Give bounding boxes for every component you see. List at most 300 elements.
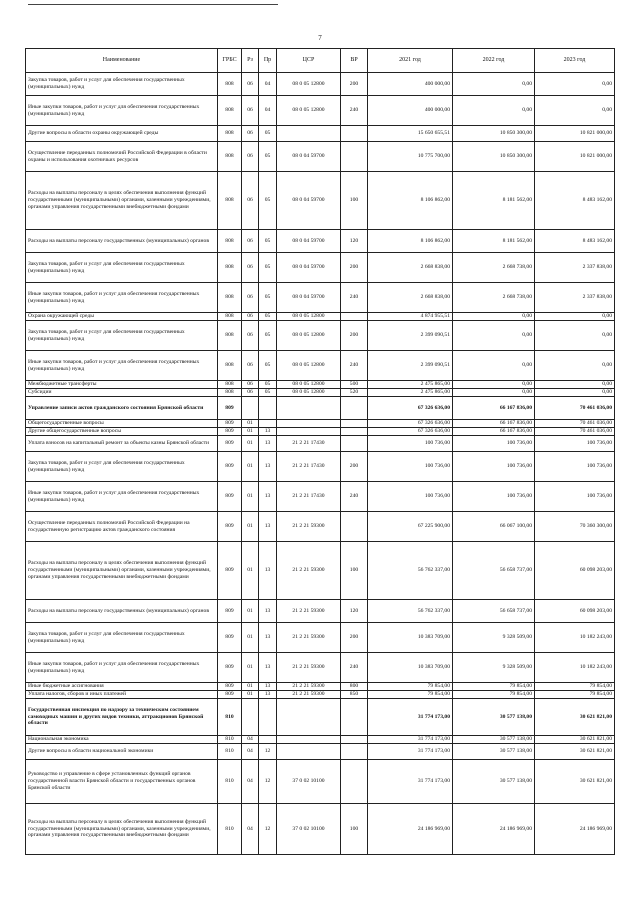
cell-grbs: 808 — [218, 172, 242, 230]
table-row — [26, 428, 615, 436]
cell-csr: 21 2 21 59300 — [277, 512, 341, 542]
cell-rz: 01 — [242, 482, 259, 512]
cell-name: Межбюджетные трансферты — [26, 381, 218, 389]
cell-name: Расходы на выплаты персоналу государственных (муниципальных) органов — [26, 600, 218, 623]
cell-name: Иные закупки товаров, работ и услуг для обеспечения государственных (муниципальных) нужд — [26, 96, 218, 126]
cell-csr: 37 0 02 10100 — [277, 804, 341, 855]
cell-grbs: 808 — [218, 230, 242, 253]
cell-grbs: 808 — [218, 283, 242, 313]
table-row — [26, 600, 615, 623]
cell-rz: 06 — [242, 313, 259, 321]
cell-2021: 2 399 090,51 — [368, 351, 453, 381]
header-year-2023: 2023 год — [535, 49, 615, 73]
cell-grbs: 809 — [218, 623, 242, 653]
cell-vr: 200 — [341, 253, 368, 283]
cell-vr — [341, 428, 368, 436]
cell-name: Закупка товаров, работ и услуг для обеспечения государственных (муниципальных) нужд — [26, 623, 218, 653]
cell-pr — [259, 420, 277, 428]
cell-grbs: 809 — [218, 512, 242, 542]
cell-csr: 21 2 21 17430 — [277, 482, 341, 512]
cell-2022: 0,00 — [453, 313, 535, 321]
cell-grbs: 808 — [218, 96, 242, 126]
table-row — [26, 683, 615, 691]
cell-rz: 01 — [242, 623, 259, 653]
cell-name: Иные бюджетные ассигнования — [26, 683, 218, 691]
table-row — [26, 126, 615, 142]
cell-vr — [341, 126, 368, 142]
cell-csr: 21 2 21 17430 — [277, 452, 341, 482]
cell-2021: 10 775 700,00 — [368, 142, 453, 172]
cell-rz: 04 — [242, 760, 259, 804]
cell-2021: 24 186 969,00 — [368, 804, 453, 855]
cell-2022: 8 181 562,00 — [453, 172, 535, 230]
cell-2021: 67 225 900,00 — [368, 512, 453, 542]
cell-grbs: 809 — [218, 420, 242, 428]
cell-name: Субсидии — [26, 389, 218, 397]
cell-grbs: 809 — [218, 691, 242, 699]
header-csr: ЦСР — [277, 49, 341, 73]
cell-grbs: 809 — [218, 600, 242, 623]
cell-2021: 31 774 173,00 — [368, 699, 453, 736]
cell-vr: 100 — [341, 804, 368, 855]
cell-2023: 79 854,00 — [535, 683, 615, 691]
cell-2022: 0,00 — [453, 351, 535, 381]
cell-2021: 15 650 655,51 — [368, 126, 453, 142]
cell-pr: 05 — [259, 389, 277, 397]
cell-2023: 8 483 162,00 — [535, 230, 615, 253]
cell-2022: 66 167 836,00 — [453, 420, 535, 428]
cell-pr: 13 — [259, 436, 277, 452]
cell-2021: 10 383 709,00 — [368, 653, 453, 683]
cell-csr: 08 0 05 12800 — [277, 313, 341, 321]
cell-2023: 30 621 821,00 — [535, 760, 615, 804]
cell-2022: 0,00 — [453, 321, 535, 351]
cell-2023: 70 461 036,00 — [535, 397, 615, 420]
cell-2023: 2 337 838,00 — [535, 283, 615, 313]
cell-pr: 13 — [259, 452, 277, 482]
cell-2021: 8 106 862,00 — [368, 172, 453, 230]
cell-2021: 31 774 173,00 — [368, 744, 453, 760]
cell-grbs: 810 — [218, 744, 242, 760]
cell-csr: 21 2 21 59300 — [277, 623, 341, 653]
cell-2022: 9 328 509,00 — [453, 623, 535, 653]
table-row — [26, 623, 615, 653]
cell-2021: 10 383 709,00 — [368, 623, 453, 653]
cell-vr — [341, 736, 368, 744]
cell-vr: 200 — [341, 73, 368, 96]
cell-2021: 100 736,00 — [368, 482, 453, 512]
cell-2021: 2 668 838,00 — [368, 253, 453, 283]
cell-rz: 01 — [242, 428, 259, 436]
cell-2022: 56 658 737,00 — [453, 542, 535, 600]
table-row — [26, 389, 615, 397]
cell-vr: 240 — [341, 351, 368, 381]
header-grbs: ГРБС — [218, 49, 242, 73]
cell-csr — [277, 420, 341, 428]
table-row — [26, 230, 615, 253]
cell-rz: 06 — [242, 321, 259, 351]
cell-grbs: 809 — [218, 542, 242, 600]
cell-pr — [259, 736, 277, 744]
cell-vr: 100 — [341, 172, 368, 230]
cell-rz: 01 — [242, 653, 259, 683]
cell-csr — [277, 428, 341, 436]
cell-2023: 100 736,00 — [535, 452, 615, 482]
table-row — [26, 172, 615, 230]
cell-2021: 2 399 090,51 — [368, 321, 453, 351]
cell-csr — [277, 126, 341, 142]
cell-2023: 60 098 203,00 — [535, 600, 615, 623]
cell-vr — [341, 760, 368, 804]
cell-rz: 06 — [242, 172, 259, 230]
cell-vr — [341, 699, 368, 736]
cell-name: Расходы на выплаты персоналу в целях обеспечения выполнения функций государственными (муниципальными) органами, казенными учреждениями, органами управления государственными внебюджетными фондами — [26, 172, 218, 230]
cell-name: Закупка товаров, работ и услуг для обеспечения государственных (муниципальных) нужд — [26, 73, 218, 96]
cell-pr: 12 — [259, 760, 277, 804]
table-row — [26, 351, 615, 381]
cell-2023: 0,00 — [535, 321, 615, 351]
cell-grbs: 808 — [218, 73, 242, 96]
cell-2023: 30 621 821,00 — [535, 736, 615, 744]
cell-grbs: 809 — [218, 683, 242, 691]
cell-rz: 06 — [242, 230, 259, 253]
cell-grbs: 809 — [218, 428, 242, 436]
cell-pr: 04 — [259, 96, 277, 126]
cell-2022: 24 186 969,00 — [453, 804, 535, 855]
cell-2021: 56 762 337,00 — [368, 600, 453, 623]
cell-name: Другие общегосударственные вопросы — [26, 428, 218, 436]
cell-name: Иные закупки товаров, работ и услуг для обеспечения государственных (муниципальных) нужд — [26, 653, 218, 683]
cell-2023: 100 736,00 — [535, 436, 615, 452]
cell-csr: 08 0 05 12800 — [277, 381, 341, 389]
cell-csr: 08 0 05 12800 — [277, 389, 341, 397]
cell-rz: 06 — [242, 126, 259, 142]
cell-grbs: 808 — [218, 381, 242, 389]
table-row — [26, 283, 615, 313]
cell-csr: 08 0 05 12800 — [277, 73, 341, 96]
cell-2022: 100 736,00 — [453, 482, 535, 512]
table-row — [26, 420, 615, 428]
cell-2021: 4 874 955,51 — [368, 313, 453, 321]
cell-pr: 12 — [259, 804, 277, 855]
cell-vr: 520 — [341, 389, 368, 397]
table-row — [26, 73, 615, 96]
table-row — [26, 804, 615, 855]
cell-csr: 08 0 04 59700 — [277, 230, 341, 253]
cell-vr: 200 — [341, 321, 368, 351]
cell-2023: 70 461 036,00 — [535, 420, 615, 428]
cell-2022: 0,00 — [453, 389, 535, 397]
cell-csr: 08 0 05 12800 — [277, 321, 341, 351]
page-number: 7 — [318, 34, 322, 42]
cell-2023: 70 360 300,00 — [535, 512, 615, 542]
cell-pr: 04 — [259, 73, 277, 96]
cell-2022: 30 577 138,00 — [453, 760, 535, 804]
cell-rz: 06 — [242, 351, 259, 381]
cell-2021: 56 762 337,00 — [368, 542, 453, 600]
cell-2023: 70 461 036,00 — [535, 428, 615, 436]
table-row — [26, 436, 615, 452]
cell-csr: 21 2 21 59300 — [277, 653, 341, 683]
cell-csr: 08 0 04 59700 — [277, 142, 341, 172]
cell-csr: 37 0 02 10100 — [277, 760, 341, 804]
cell-name: Расходы на выплаты персоналу в целях обеспечения выполнения функций государственными (муниципальными) органами, казенными учреждениями, органами управления государственными внебюджетными фондами — [26, 542, 218, 600]
cell-rz: 01 — [242, 452, 259, 482]
cell-2023: 8 483 162,00 — [535, 172, 615, 230]
cell-rz: 04 — [242, 744, 259, 760]
cell-2022: 0,00 — [453, 96, 535, 126]
table-row — [26, 699, 615, 736]
cell-vr: 240 — [341, 96, 368, 126]
cell-2023: 0,00 — [535, 381, 615, 389]
cell-2023: 30 621 821,00 — [535, 699, 615, 736]
cell-2022: 10 850 300,00 — [453, 142, 535, 172]
header-name: Наименование — [26, 49, 218, 73]
cell-grbs: 809 — [218, 452, 242, 482]
cell-2021: 31 774 173,00 — [368, 736, 453, 744]
cell-2021: 79 854,00 — [368, 683, 453, 691]
cell-pr: 13 — [259, 683, 277, 691]
table-row — [26, 313, 615, 321]
table-row — [26, 512, 615, 542]
cell-pr: 13 — [259, 542, 277, 600]
cell-grbs: 808 — [218, 253, 242, 283]
cell-2022: 9 328 509,00 — [453, 653, 535, 683]
cell-2022: 66 167 836,00 — [453, 397, 535, 420]
cell-2022: 66 067 100,00 — [453, 512, 535, 542]
cell-pr: 05 — [259, 172, 277, 230]
cell-grbs: 808 — [218, 126, 242, 142]
cell-pr: 13 — [259, 691, 277, 699]
cell-2022: 100 736,00 — [453, 436, 535, 452]
cell-grbs: 809 — [218, 436, 242, 452]
cell-2021: 2 475 865,00 — [368, 381, 453, 389]
cell-2021: 400 000,00 — [368, 96, 453, 126]
cell-vr: 100 — [341, 542, 368, 600]
cell-2023: 79 854,00 — [535, 691, 615, 699]
table-body — [26, 73, 615, 855]
cell-2022: 100 736,00 — [453, 452, 535, 482]
cell-vr: 200 — [341, 452, 368, 482]
cell-name: Другие вопросы в области охраны окружающей среды — [26, 126, 218, 142]
cell-pr — [259, 397, 277, 420]
cell-2023: 100 736,00 — [535, 482, 615, 512]
cell-rz: 01 — [242, 420, 259, 428]
cell-pr: 13 — [259, 482, 277, 512]
cell-grbs: 809 — [218, 397, 242, 420]
header-row — [26, 49, 615, 73]
cell-2022: 2 668 738,00 — [453, 253, 535, 283]
cell-2023: 24 186 969,00 — [535, 804, 615, 855]
cell-pr: 13 — [259, 653, 277, 683]
table-row — [26, 691, 615, 699]
cell-name: Осуществление переданных полномочий Российской Федерации на государственную регистрацию актов гражданского состояния — [26, 512, 218, 542]
cell-grbs: 810 — [218, 699, 242, 736]
cell-grbs: 809 — [218, 653, 242, 683]
cell-rz: 04 — [242, 804, 259, 855]
cell-name: Уплата налогов, сборов и иных платежей — [26, 691, 218, 699]
cell-csr: 08 0 04 59700 — [277, 283, 341, 313]
table-row — [26, 321, 615, 351]
cell-2023: 10 821 000,00 — [535, 126, 615, 142]
cell-grbs: 810 — [218, 760, 242, 804]
cell-pr: 13 — [259, 600, 277, 623]
cell-vr — [341, 512, 368, 542]
cell-rz — [242, 397, 259, 420]
cell-rz: 01 — [242, 436, 259, 452]
cell-name: Национальная экономика — [26, 736, 218, 744]
header-rz: Рз — [242, 49, 259, 73]
cell-rz: 01 — [242, 683, 259, 691]
cell-name: Иные закупки товаров, работ и услуг для обеспечения государственных (муниципальных) нужд — [26, 482, 218, 512]
cell-2022: 10 850 300,00 — [453, 126, 535, 142]
cell-rz: 06 — [242, 73, 259, 96]
cell-pr: 13 — [259, 623, 277, 653]
cell-2023: 10 821 000,00 — [535, 142, 615, 172]
cell-2021: 67 326 636,00 — [368, 420, 453, 428]
cell-2022: 30 577 138,00 — [453, 736, 535, 744]
cell-csr — [277, 744, 341, 760]
cell-csr: 08 0 05 12800 — [277, 96, 341, 126]
header-pr: Пр — [259, 49, 277, 73]
cell-grbs: 808 — [218, 321, 242, 351]
top-rule — [28, 4, 278, 5]
cell-rz: 06 — [242, 142, 259, 172]
cell-pr: 05 — [259, 142, 277, 172]
cell-csr: 21 2 21 59300 — [277, 683, 341, 691]
cell-rz: 01 — [242, 542, 259, 600]
table-row — [26, 482, 615, 512]
cell-name: Охрана окружающей среды — [26, 313, 218, 321]
cell-grbs: 808 — [218, 351, 242, 381]
cell-vr — [341, 142, 368, 172]
cell-grbs: 808 — [218, 313, 242, 321]
cell-grbs: 810 — [218, 804, 242, 855]
cell-vr: 120 — [341, 230, 368, 253]
cell-grbs: 810 — [218, 736, 242, 744]
cell-rz: 01 — [242, 600, 259, 623]
cell-2022: 79 854,00 — [453, 691, 535, 699]
cell-csr — [277, 699, 341, 736]
cell-rz: 06 — [242, 253, 259, 283]
cell-2023: 10 182 243,00 — [535, 623, 615, 653]
cell-2022: 30 577 138,00 — [453, 744, 535, 760]
table-row — [26, 142, 615, 172]
table-row — [26, 253, 615, 283]
table-row — [26, 744, 615, 760]
cell-2021: 67 326 636,00 — [368, 397, 453, 420]
cell-vr — [341, 744, 368, 760]
cell-pr: 05 — [259, 381, 277, 389]
cell-pr: 05 — [259, 283, 277, 313]
cell-name: Иные закупки товаров, работ и услуг для обеспечения государственных (муниципальных) нужд — [26, 283, 218, 313]
cell-2021: 2 475 865,00 — [368, 389, 453, 397]
cell-vr — [341, 420, 368, 428]
cell-pr: 05 — [259, 230, 277, 253]
cell-vr — [341, 436, 368, 452]
cell-name: Закупка товаров, работ и услуг для обеспечения государственных (муниципальных) нужд — [26, 321, 218, 351]
cell-name: Расходы на выплаты персоналу государственных (муниципальных) органов — [26, 230, 218, 253]
cell-rz: 06 — [242, 381, 259, 389]
cell-2022: 30 577 138,00 — [453, 699, 535, 736]
cell-vr: 240 — [341, 482, 368, 512]
cell-csr: 21 2 21 59300 — [277, 542, 341, 600]
cell-2022: 2 668 738,00 — [453, 283, 535, 313]
cell-pr: 05 — [259, 351, 277, 381]
cell-rz: 04 — [242, 736, 259, 744]
cell-pr: 05 — [259, 126, 277, 142]
cell-2022: 8 181 562,00 — [453, 230, 535, 253]
cell-2022: 0,00 — [453, 381, 535, 389]
cell-2021: 67 326 636,00 — [368, 428, 453, 436]
cell-vr: 800 — [341, 683, 368, 691]
cell-2021: 31 774 173,00 — [368, 760, 453, 804]
budget-table — [25, 48, 615, 855]
cell-2023: 30 621 821,00 — [535, 744, 615, 760]
table-row — [26, 760, 615, 804]
table-row — [26, 542, 615, 600]
cell-pr: 12 — [259, 744, 277, 760]
cell-pr: 05 — [259, 313, 277, 321]
table-row — [26, 653, 615, 683]
cell-name: Управление записи актов гражданского состояния Брянской области — [26, 397, 218, 420]
header-year-2021: 2021 год — [368, 49, 453, 73]
cell-2023: 0,00 — [535, 313, 615, 321]
cell-csr: 08 0 04 59700 — [277, 172, 341, 230]
cell-2021: 8 106 862,00 — [368, 230, 453, 253]
table-row — [26, 736, 615, 744]
cell-vr: 240 — [341, 283, 368, 313]
cell-2022: 0,00 — [453, 73, 535, 96]
cell-2023: 0,00 — [535, 96, 615, 126]
cell-2023: 2 337 838,00 — [535, 253, 615, 283]
cell-vr: 850 — [341, 691, 368, 699]
cell-pr: 05 — [259, 321, 277, 351]
cell-csr: 21 2 21 59300 — [277, 691, 341, 699]
cell-2022: 66 167 836,00 — [453, 428, 535, 436]
table-row — [26, 397, 615, 420]
cell-2021: 79 854,00 — [368, 691, 453, 699]
cell-pr: 13 — [259, 428, 277, 436]
cell-2021: 100 736,00 — [368, 436, 453, 452]
cell-name: Уплата взносов на капитальный ремонт за объекты казны Брянской области — [26, 436, 218, 452]
table-row — [26, 381, 615, 389]
cell-grbs: 808 — [218, 389, 242, 397]
cell-csr — [277, 397, 341, 420]
header-vr: ВР — [341, 49, 368, 73]
cell-2022: 56 658 737,00 — [453, 600, 535, 623]
cell-name: Закупка товаров, работ и услуг для обеспечения государственных (муниципальных) нужд — [26, 452, 218, 482]
cell-vr: 240 — [341, 653, 368, 683]
cell-vr — [341, 397, 368, 420]
header-year-2022: 2022 год — [453, 49, 535, 73]
cell-rz — [242, 699, 259, 736]
cell-name: Осуществление переданных полномочий Российской Федерации в области охраны и использования охотничьих ресурсов — [26, 142, 218, 172]
cell-2023: 0,00 — [535, 389, 615, 397]
cell-grbs: 808 — [218, 142, 242, 172]
cell-name: Расходы на выплаты персоналу в целях обеспечения выполнения функций государственными (муниципальными) органами, казенными учреждениями, органами управления государственными внебюджетными фондами — [26, 804, 218, 855]
cell-csr — [277, 736, 341, 744]
cell-rz: 06 — [242, 96, 259, 126]
cell-grbs: 809 — [218, 482, 242, 512]
cell-name: Общегосударственные вопросы — [26, 420, 218, 428]
cell-rz: 01 — [242, 512, 259, 542]
cell-rz: 01 — [242, 691, 259, 699]
cell-rz: 06 — [242, 283, 259, 313]
cell-pr: 05 — [259, 253, 277, 283]
cell-2023: 10 182 243,00 — [535, 653, 615, 683]
cell-name: Другие вопросы в области национальной экономики — [26, 744, 218, 760]
